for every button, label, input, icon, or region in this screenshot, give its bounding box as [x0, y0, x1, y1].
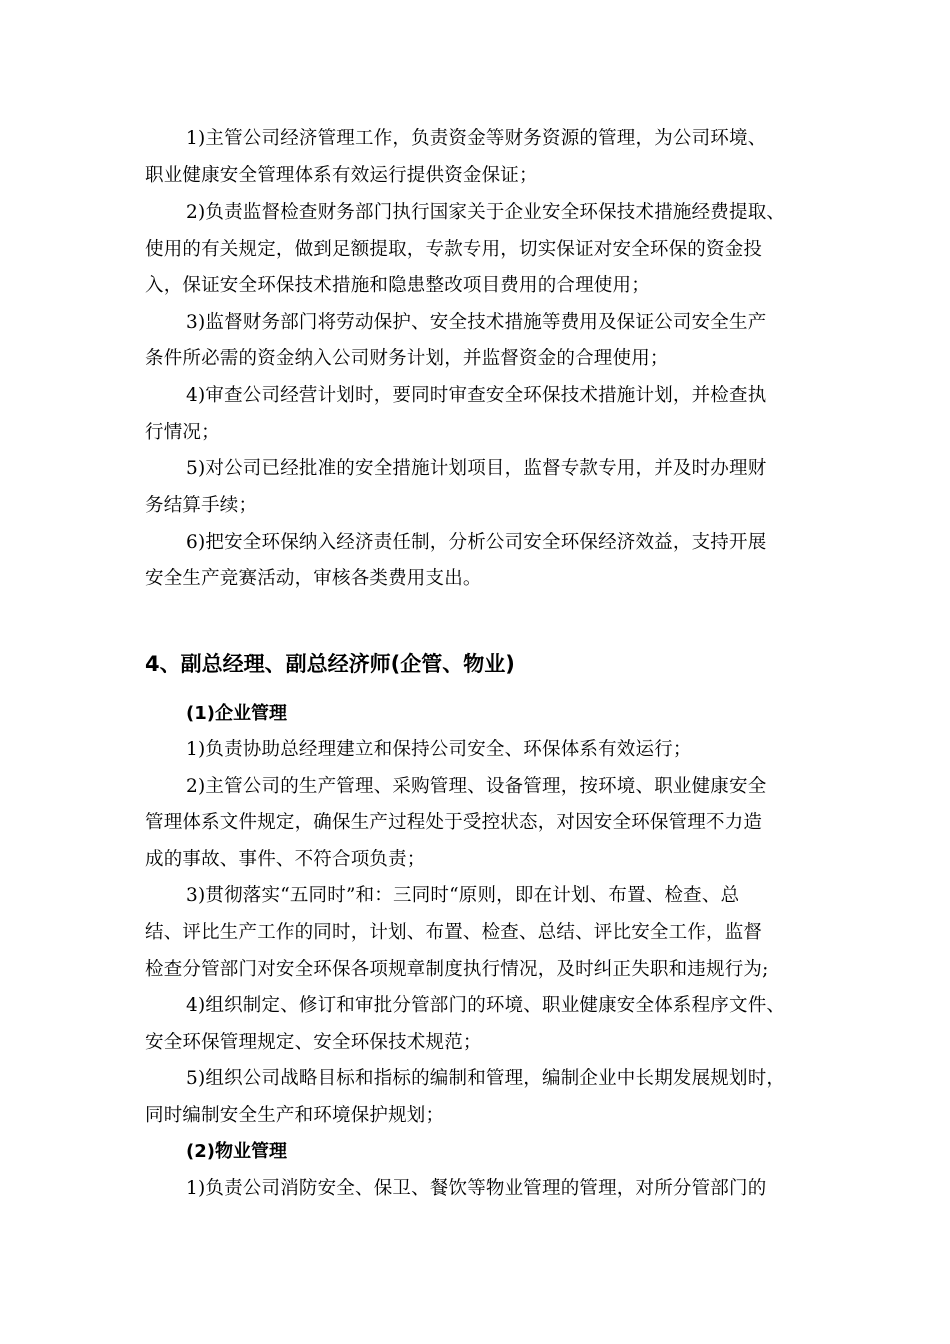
paragraph-line: 4)组织制定、修订和审批分管部门的环境、职业健康安全体系程序文件、	[186, 995, 786, 1016]
paragraph-line: 同时编制安全生产和环境保护规划；	[145, 1105, 445, 1126]
paragraph-line: 3)贯彻落实“五同时”和：三同时“原则，即在计划、布置、检查、总	[186, 885, 740, 906]
paragraph-line: 1)负责公司消防安全、保卫、餐饮等物业管理的管理，对所分管部门的	[186, 1178, 767, 1199]
paragraph-line: 检查分管部门对安全环保各项规章制度执行情况，及时纠正失职和违规行为;	[145, 959, 769, 980]
paragraph-line: 2)负责监督检查财务部门执行国家关于企业安全环保技术措施经费提取、	[186, 202, 786, 223]
paragraph-line: 6)把安全环保纳入经济责任制，分析公司安全环保经济效益，支持开展	[186, 532, 767, 553]
paragraph-line: 2)主管公司的生产管理、采购管理、设备管理，按环境、职业健康安全	[186, 776, 767, 797]
subsection-heading: (1)企业管理	[186, 703, 287, 724]
paragraph-line: 安全环保管理规定、安全环保技术规范；	[145, 1032, 482, 1053]
paragraph-line: 务结算手续；	[145, 495, 258, 516]
paragraph-line: 条件所必需的资金纳入公司财务计划，并监督资金的合理使用；	[145, 348, 669, 369]
subsection-heading: (2)物业管理	[186, 1141, 287, 1162]
paragraph-line: 3)监督财务部门将劳动保护、安全技术措施等费用及保证公司安全生产	[186, 312, 767, 333]
paragraph-line: 结、评比生产工作的同时，计划、布置、检查、总结、评比安全工作，监督	[145, 922, 763, 943]
paragraph-line: 1)主管公司经济管理工作，负责资金等财务资源的管理，为公司环境、	[186, 128, 767, 149]
paragraph-line: 管理体系文件规定，确保生产过程处于受控状态，对因安全环保管理不力造	[145, 812, 763, 833]
paragraph-line: 使用的有关规定，做到足额提取，专款专用，切实保证对安全环保的资金投	[145, 239, 763, 260]
paragraph-line: 安全生产竞赛活动，审核各类费用支出。	[145, 568, 482, 589]
paragraph-line: 5)对公司已经批准的安全措施计划项目，监督专款专用，并及时办理财	[186, 458, 767, 479]
paragraph-line: 4)审查公司经营计划时，要同时审查安全环保技术措施计划，并检查执	[186, 385, 767, 406]
paragraph-line: 行情况；	[145, 422, 220, 443]
paragraph-line: 职业健康安全管理体系有效运行提供资金保证；	[145, 165, 538, 186]
paragraph-line: 1)负责协助总经理建立和保持公司安全、环保体系有效运行；	[186, 739, 692, 760]
paragraph-line: 成的事故、事件、不符合项负责；	[145, 849, 426, 870]
paragraph-line: 入，保证安全环保技术措施和隐患整改项目费用的合理使用；	[145, 275, 650, 296]
section-heading: 4、副总经理、副总经济师(企管、物业)	[145, 652, 515, 676]
paragraph-line: 5)组织公司战略目标和指标的编制和管理，编制企业中长期发展规划时，	[186, 1068, 786, 1089]
